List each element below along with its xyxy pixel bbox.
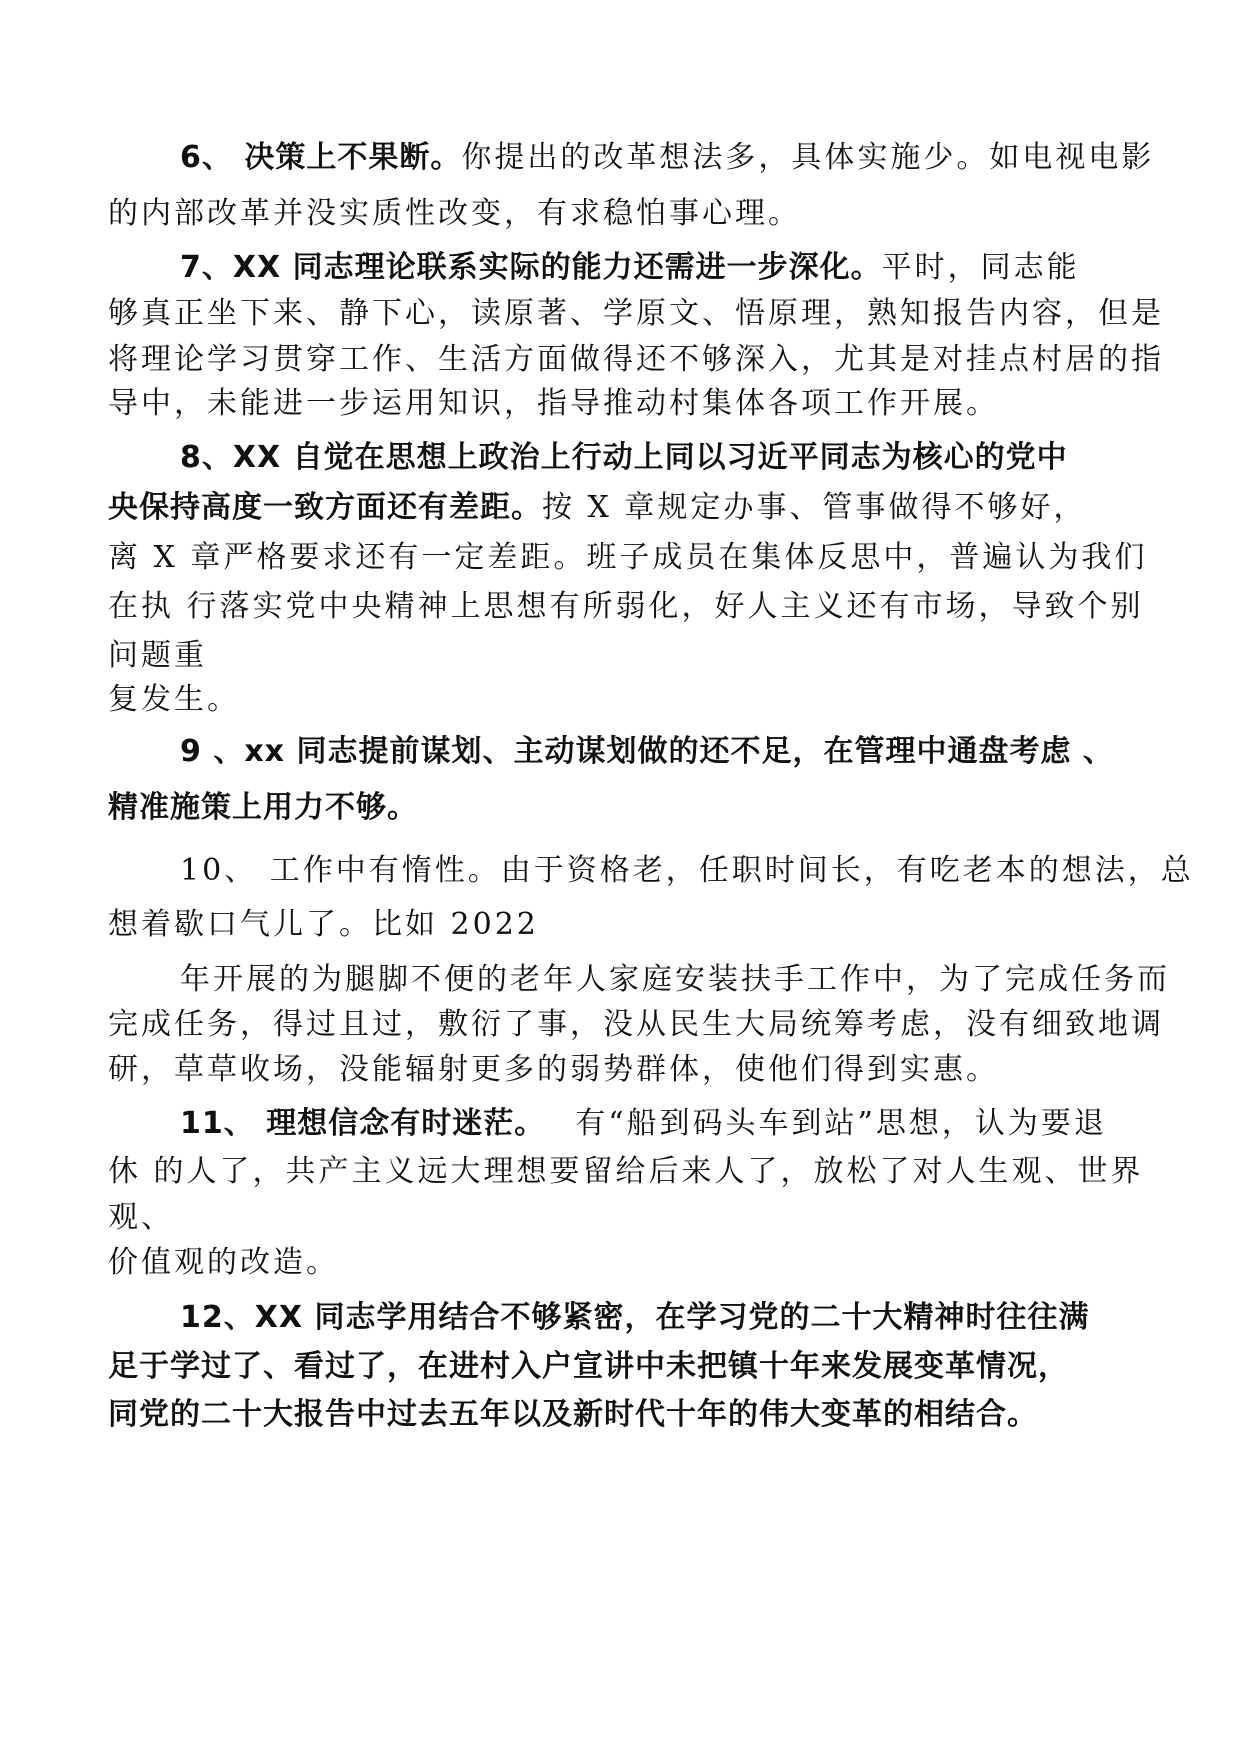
item-10-line-4: 完成任务，得过且过，敷衍了事，没从民生大局统筹考虑，没有细致地调 — [108, 1007, 1164, 1042]
item-8-text: 按 X 章规定办事、管事做得不够好， — [542, 490, 1087, 525]
item-7-line-3: 将理论学习贯穿工作、生活方面做得还不够深入，尤其是对挂点村居的指 — [108, 342, 1164, 377]
item-11-line-2: 休 的人了，共产主义远大理想要留给后来人了，放松了对人生观、世界 — [108, 1154, 1144, 1189]
item-8-heading-end: 央保持高度一致方面还有差距。 — [108, 490, 542, 525]
item-12-heading-line-3: 同党的二十大报告中过去五年以及新时代十年的伟大变革的相结合。 — [108, 1397, 1038, 1432]
item-7-heading: 7、XX 同志理论联系实际的能力还需进一步深化。 — [180, 250, 882, 285]
item-12-heading-line-1: 12、XX 同志学用结合不够紧密，在学习党的二十大精神时往往满 — [180, 1300, 1090, 1335]
item-8-line-5: 问题重 — [108, 638, 207, 673]
item-7-line-4: 导中，未能进一步运用知识，指导推动村集体各项工作开展。 — [108, 386, 999, 421]
item-8-line-2 — [108, 490, 1086, 526]
item-7-line-2: 够真正坐下来、静下心，读原著、学原文、悟原理，熟知报告内容，但是 — [108, 296, 1164, 331]
item-10-line-1: 10、 工作中有惰性。由于资格老，任职时间长，有吃老本的想法，总 — [180, 853, 1194, 888]
item-6-line-2: 的内部改革并没实质性改变，有求稳怕事心理。 — [108, 196, 801, 231]
item-12-heading-line-2: 足于学过了、看过了，在进村入户宣讲中未把镇十年来发展变革情况， — [108, 1349, 1069, 1384]
item-8-line-4: 在执 行落实党中央精神上思想有所弱化，好人主义还有市场，导致个别 — [108, 589, 1144, 624]
item-10-line-2: 想着歇口气儿了。比如 2022 — [108, 907, 539, 942]
item-10-line-5: 研，草草收场，没能辐射更多的弱势群体，使他们得到实惠。 — [108, 1052, 999, 1087]
item-6-text: 你提出的改革想法多，具体实施少。如电视电影 — [461, 140, 1155, 175]
item-7-line-1 — [180, 250, 1080, 286]
item-9-heading-line-1: 9 、xx 同志提前谋划、主动谋划做的还不足，在管理中通盘考虑 、 — [180, 734, 1114, 769]
item-11-text: 有“船到码头车到站”思想，认为要退 — [575, 1106, 1107, 1141]
item-7-text: 平时，同志能 — [881, 250, 1080, 285]
item-6-line-1 — [180, 140, 1154, 176]
item-11-line-4: 价值观的改造。 — [108, 1245, 339, 1280]
item-8-line-3: 离 X 章严格要求还有一定差距。班子成员在集体反思中，普遍认为我们 — [108, 540, 1148, 575]
item-10-line-3: 年开展的为腿脚不便的老年人家庭安装扶手工作中，为了完成任务而 — [180, 962, 1170, 997]
item-6-heading: 6、 决策上不果断。 — [180, 140, 462, 175]
item-8-heading-line-1: 8、XX 自觉在思想上政治上行动上同以习近平同志为核心的党中 — [180, 440, 1068, 475]
item-8-line-6: 复发生。 — [108, 682, 240, 717]
item-11-line-3: 观、 — [108, 1200, 174, 1235]
item-11-heading: 11、 理想信念有时迷茫。 — [180, 1106, 546, 1141]
item-9-heading-line-2: 精准施策上用力不够。 — [108, 790, 418, 825]
item-11-line-1 — [180, 1106, 1107, 1142]
